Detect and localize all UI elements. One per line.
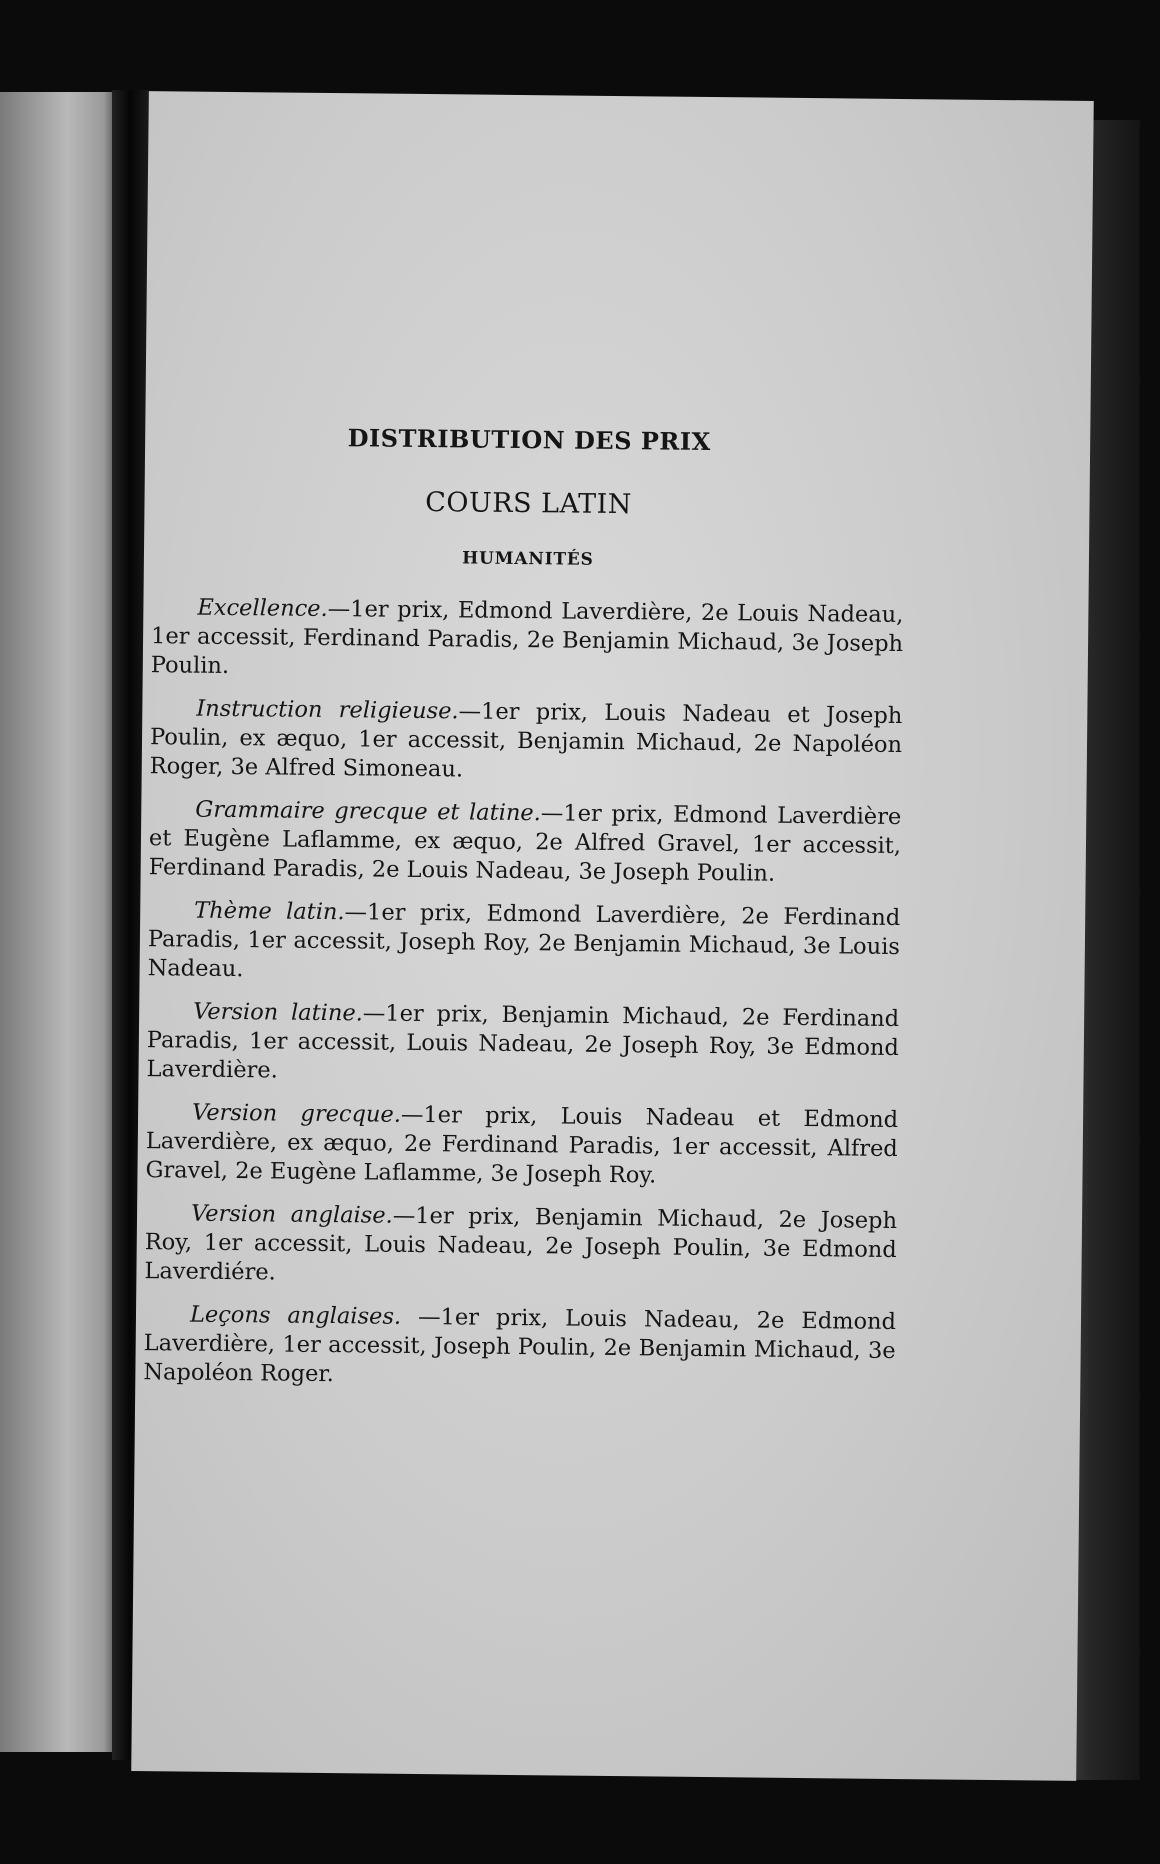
prize-winners: —1er prix, Louis Nadeau et Joseph Poulin, ex æquo, 1er accessit, Benjamin Michaud, 2e Napoléon Roger, 3e Alfred Simoneau. (149, 698, 903, 783)
prize-entry-instruction-religieuse (150, 694, 903, 789)
prize-entry-excellence (151, 593, 904, 688)
prize-category: Excellence. (197, 594, 328, 622)
course-heading: COURS LATIN (425, 487, 633, 521)
prize-entry-version-grecque (145, 1098, 898, 1193)
prize-entry-version-latine (146, 997, 899, 1092)
prize-category: Version latine. (193, 998, 363, 1027)
prize-winners: —1er prix, Edmond Laverdière et Eugène Laflamme, ex æquo, 2e Alfred Gravel, 1er accessit, Ferdinand Paradis, 2e Louis Nadeau, 3e Joseph Poulin. (148, 800, 902, 887)
prize-entry-grammaire (149, 795, 902, 890)
adjacent-page-edge (0, 92, 122, 1752)
prize-winners: —1er prix, Benjamin Michaud, 2e Joseph Roy, 1er accessit, Louis Nadeau, 2e Joseph Poulin, 3e Edmond Laverdiére. (144, 1202, 898, 1286)
prize-entry-theme-latin (147, 896, 900, 991)
prize-category: Grammaire grecque et latine. (195, 796, 541, 827)
prize-category: Thème latin. (194, 897, 345, 926)
prize-winners: —1er prix, Louis Nadeau et Edmond Laverdière, ex æquo, 2e Ferdinand Paradis, 1er accessit, Alfred Gravel, 2e Eugène Laflamme, 3e Joseph Roy. (145, 1101, 899, 1189)
prize-winners: —1er prix, Edmond Laverdière, 2e Ferdinand Paradis, 1er accessit, Joseph Roy, 2e Benjamin Michaud, 3e Louis Nadeau. (147, 899, 901, 983)
prize-entry-lecons-anglaises (143, 1300, 896, 1395)
page-title: DISTRIBUTION DES PRIX (347, 423, 711, 457)
page-text (143, 421, 905, 1409)
book-page (131, 91, 1094, 1781)
prize-category: Version anglaise. (190, 1200, 393, 1229)
prize-entry-version-anglaise (144, 1199, 897, 1294)
prize-category: Version grecque. (191, 1099, 402, 1128)
prize-category: Instruction religieuse. (196, 695, 459, 725)
prize-winners: —1er prix, Edmond Laverdière, 2e Louis Nadeau, 1er accessit, Ferdinand Paradis, 2e Benjamin Michaud, 3e Joseph Poulin. (150, 596, 904, 679)
prize-winners: —1er prix, Benjamin Michaud, 2e Ferdinand Paradis, 1er accessit, Louis Nadeau, 2e Joseph Roy, 3e Edmond Laverdière. (146, 1000, 900, 1084)
prize-category: Leçons anglaises. (189, 1301, 402, 1330)
section-heading: HUMANITÉS (462, 548, 594, 570)
prize-winners: —1er prix, Louis Nadeau, 2e Edmond Laverdière, 1er accessit, Joseph Poulin, 2e Benjamin Michaud, 3e Napoléon Roger. (143, 1303, 897, 1388)
